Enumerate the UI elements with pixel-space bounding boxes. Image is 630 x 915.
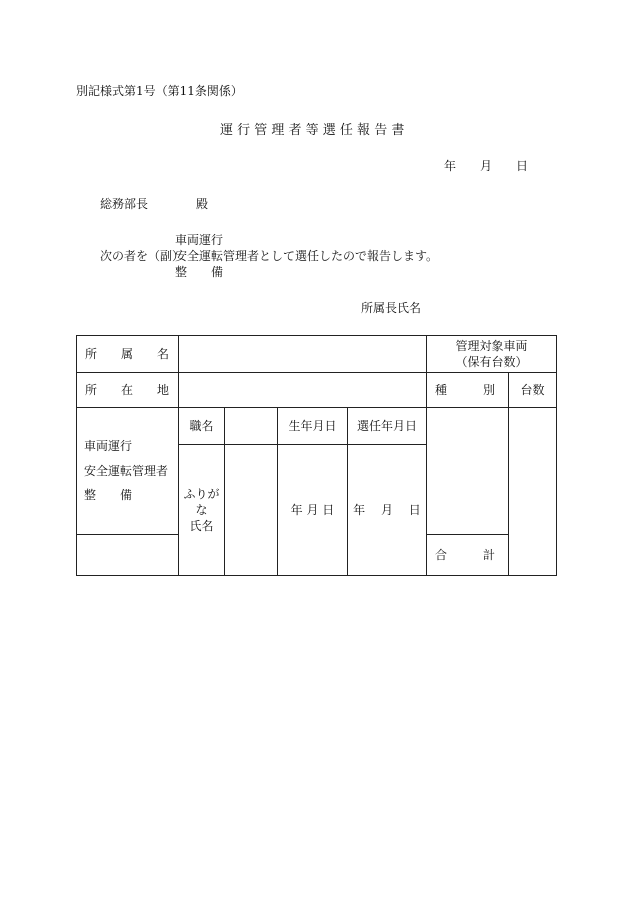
- date-year: 年: [444, 159, 457, 173]
- affiliation-label: 所 属 名: [77, 336, 179, 373]
- role-maintenance: 整 備: [84, 488, 133, 503]
- date-day: 日: [516, 159, 529, 173]
- role-safety-manager: 安全運転管理者: [84, 463, 169, 478]
- document-title: 運 行 管 理 者 等 選 任 報 告 書: [220, 123, 405, 138]
- birthdate-value[interactable]: 年 月 日: [278, 445, 348, 576]
- manager-role-cell: [77, 408, 179, 535]
- appointed-date-value[interactable]: 年 月 日: [348, 445, 427, 576]
- statement-main: 安全運転管理者として選任したので報告します。: [175, 249, 439, 263]
- vehicle-type-value[interactable]: [427, 408, 509, 535]
- position-label: 職名: [179, 408, 225, 445]
- option-maintenance: 整 備: [175, 265, 224, 279]
- name-label: 氏名: [189, 519, 214, 534]
- location-value[interactable]: [179, 373, 427, 408]
- position-value[interactable]: [225, 408, 278, 445]
- name-label-cell: [179, 445, 225, 576]
- form-reference: 別記様式第1号（第11条関係）: [76, 84, 243, 98]
- addressee-position: 総務部長: [100, 197, 149, 211]
- manager-role-cell-bottom: [77, 535, 179, 576]
- signer-label: 所属長氏名: [361, 301, 422, 315]
- managed-vehicles-line2: （保有台数）: [455, 355, 528, 369]
- option-vehicle-operation: 車両運行: [175, 233, 224, 247]
- addressee-honorific: 殿: [196, 197, 209, 211]
- affiliation-value[interactable]: [179, 336, 427, 373]
- vehicle-count-value[interactable]: [509, 408, 557, 576]
- statement-prefix: 次の者を（副）: [100, 249, 185, 263]
- managed-vehicles-header: [427, 336, 557, 373]
- location-label: 所 在 地: [77, 373, 179, 408]
- birthdate-label: 生年月日: [278, 408, 348, 445]
- managed-vehicles-line1: 管理対象車両: [455, 338, 528, 353]
- vehicle-type-label: 種 別: [427, 373, 509, 408]
- name-value[interactable]: [225, 445, 278, 576]
- total-label: 合 計: [427, 535, 509, 576]
- date-month: 月: [480, 159, 493, 173]
- role-vehicle-operation: 車両運行: [84, 439, 133, 454]
- furigana-label: ふりがな: [183, 486, 220, 517]
- appointed-date-label: 選任年月日: [348, 408, 427, 445]
- vehicle-count-label: 台数: [509, 373, 557, 408]
- report-table: [76, 335, 557, 576]
